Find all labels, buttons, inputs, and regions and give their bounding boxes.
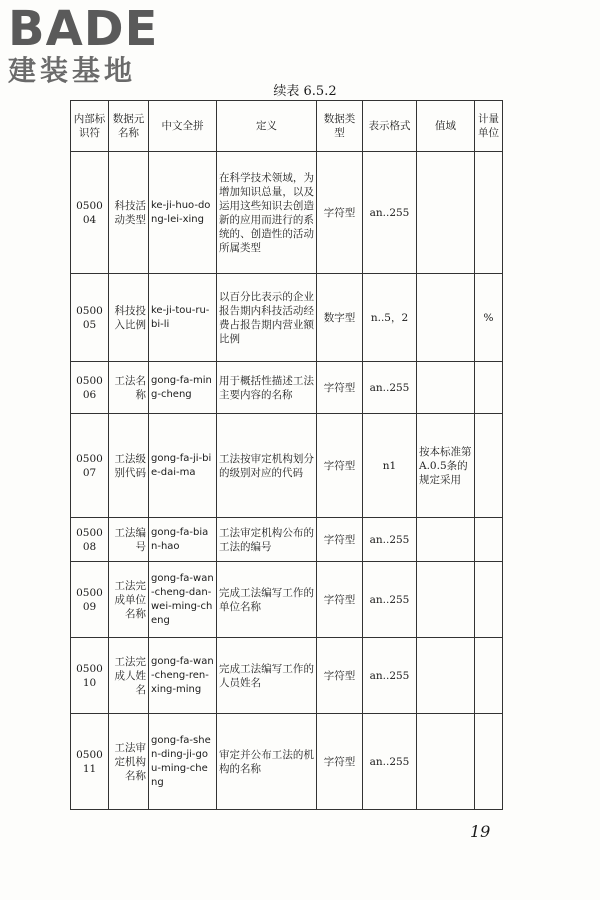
cell-type: 字符型 — [317, 518, 363, 562]
header-definition: 定义 — [217, 101, 317, 152]
cell-pinyin: gong-fa-ji-bie-dai-ma — [149, 414, 217, 518]
cell-format: an..255 — [363, 362, 417, 414]
cell-range — [417, 518, 475, 562]
cell-type: 数字型 — [317, 274, 363, 362]
cell-unit — [475, 518, 503, 562]
cell-format: an..255 — [363, 714, 417, 810]
table-row — [71, 638, 503, 714]
cell-unit — [475, 638, 503, 714]
cell-pinyin: gong-fa-shen-ding-ji-gou-ming-cheng — [149, 714, 217, 810]
cell-id: 050010 — [71, 638, 109, 714]
cell-unit: % — [475, 274, 503, 362]
cell-name: 工法完成人姓名 — [109, 638, 149, 714]
header-id: 内部标识符 — [71, 101, 109, 152]
cell-unit — [475, 562, 503, 638]
cell-range: 按本标准第A.0.5条的规定采用 — [417, 414, 475, 518]
cell-range — [417, 362, 475, 414]
cell-id: 050008 — [71, 518, 109, 562]
header-unit: 计量单位 — [475, 101, 503, 152]
table-caption: 续表 6.5.2 — [273, 84, 337, 99]
table-row — [71, 414, 503, 518]
cell-format: an..255 — [363, 518, 417, 562]
table-row — [71, 562, 503, 638]
cell-format: n..5，2 — [363, 274, 417, 362]
cell-unit — [475, 152, 503, 274]
cell-pinyin: gong-fa-ming-cheng — [149, 362, 217, 414]
cell-pinyin: gong-fa-wan-cheng-ren-xing-ming — [149, 638, 217, 714]
header-pinyin: 中文全拼 — [149, 101, 217, 152]
cell-name: 工法级别代码 — [109, 414, 149, 518]
table-row — [71, 362, 503, 414]
cell-format: an..255 — [363, 152, 417, 274]
cell-type: 字符型 — [317, 414, 363, 518]
cell-name: 工法名称 — [109, 362, 149, 414]
table-row — [71, 714, 503, 810]
page-number: 19 — [470, 822, 491, 841]
cell-name: 工法审定机构名称 — [109, 714, 149, 810]
cell-definition: 用于概括性描述工法主要内容的名称 — [217, 362, 317, 414]
cell-format: an..255 — [363, 638, 417, 714]
cell-type: 字符型 — [317, 362, 363, 414]
cell-id: 050004 — [71, 152, 109, 274]
cell-type: 字符型 — [317, 638, 363, 714]
table-row — [71, 274, 503, 362]
cell-format: an..255 — [363, 562, 417, 638]
cell-range — [417, 274, 475, 362]
cell-definition: 审定并公布工法的机构的名称 — [217, 714, 317, 810]
header-name: 数据元名称 — [109, 101, 149, 152]
cell-format: n1 — [363, 414, 417, 518]
header-type: 数据类型 — [317, 101, 363, 152]
cell-definition: 完成工法编写工作的单位名称 — [217, 562, 317, 638]
header-range: 值域 — [417, 101, 475, 152]
cell-pinyin: gong-fa-wan-cheng-dan-wei-ming-cheng — [149, 562, 217, 638]
brand-logo — [8, 1, 178, 88]
data-element-table — [70, 100, 503, 810]
cell-id: 050007 — [71, 414, 109, 518]
cell-range — [417, 562, 475, 638]
cell-pinyin: gong-fa-bian-hao — [149, 518, 217, 562]
cell-definition: 在科学技术领域，为增加知识总量，以及运用这些知识去创造新的应用而进行的系统的、创造性的活动所属类型 — [217, 152, 317, 274]
cell-id: 050011 — [71, 714, 109, 810]
logo-subtitle: 建装基地 — [8, 54, 137, 87]
header-format: 表示格式 — [363, 101, 417, 152]
cell-unit — [475, 414, 503, 518]
cell-id: 050009 — [71, 562, 109, 638]
cell-unit — [475, 362, 503, 414]
cell-type: 字符型 — [317, 152, 363, 274]
cell-pinyin: ke-ji-tou-ru-bi-li — [149, 274, 217, 362]
cell-name: 科技活动类型 — [109, 152, 149, 274]
cell-id: 050005 — [71, 274, 109, 362]
logo-text: BADE — [8, 1, 159, 57]
table-row — [71, 152, 503, 274]
cell-type: 字符型 — [317, 562, 363, 638]
cell-range — [417, 152, 475, 274]
cell-id: 050006 — [71, 362, 109, 414]
cell-name: 工法编号 — [109, 518, 149, 562]
table-header-row — [71, 101, 503, 152]
cell-type: 字符型 — [317, 714, 363, 810]
cell-definition: 工法审定机构公布的工法的编号 — [217, 518, 317, 562]
table-row — [71, 518, 503, 562]
cell-range — [417, 638, 475, 714]
cell-unit — [475, 714, 503, 810]
cell-name: 科技投入比例 — [109, 274, 149, 362]
cell-range — [417, 714, 475, 810]
cell-pinyin: ke-ji-huo-dong-lei-xing — [149, 152, 217, 274]
cell-name: 工法完成单位名称 — [109, 562, 149, 638]
cell-definition: 以百分比表示的企业报告期内科技活动经费占报告期内营业额比例 — [217, 274, 317, 362]
cell-definition: 完成工法编写工作的人员姓名 — [217, 638, 317, 714]
cell-definition: 工法按审定机构划分的级别对应的代码 — [217, 414, 317, 518]
